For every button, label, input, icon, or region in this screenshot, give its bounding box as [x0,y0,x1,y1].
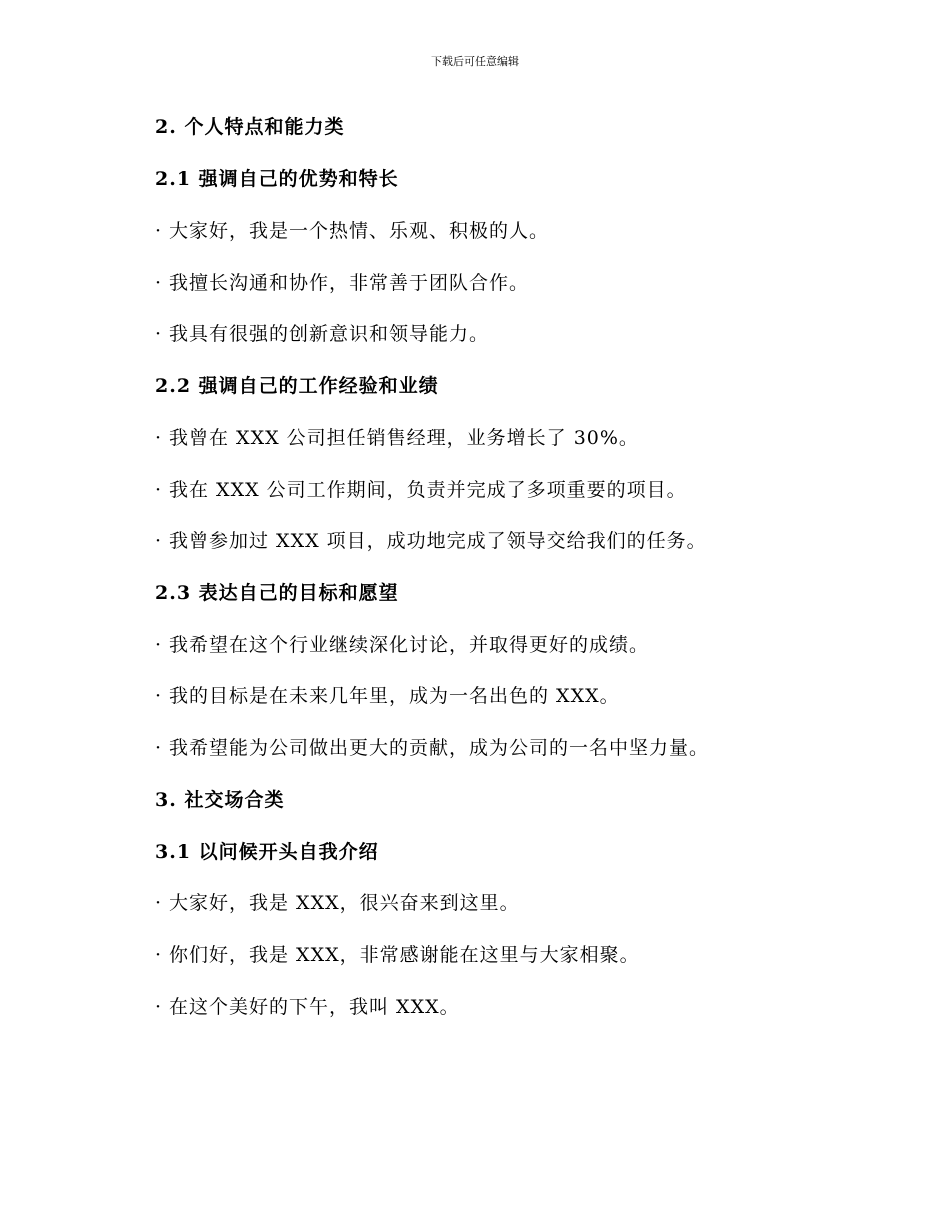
bullet-item [155,217,549,245]
bullet-item [155,734,709,762]
bullet-text: 大家好，我是 XXX，很兴奋来到这里。 [169,892,520,914]
bullet-text: 在这个美好的下午，我叫 XXX。 [169,996,460,1018]
bullet-dot: · [155,892,163,914]
bullet-text: 我希望在这个行业继续深化讨论，并取得更好的成绩。 [169,634,650,656]
subsection-heading: 2.1 强调自己的优势和特长 [155,168,399,190]
bullet-text: 我在 XXX 公司工作期间，负责并完成了多项重要的项目。 [169,479,687,501]
bullet-item [155,993,460,1021]
bullet-item [155,269,529,297]
subsection-heading: 2.3 表达自己的目标和愿望 [155,582,399,604]
bullet-dot: · [155,944,163,966]
bullet-dot: · [155,634,163,656]
bullet-dot: · [155,996,163,1018]
bullet-item [155,941,640,969]
bullet-text: 你们好，我是 XXX，非常感谢能在这里与大家相聚。 [169,944,640,966]
page-header: 下载后可任意编辑 [431,55,519,68]
bullet-text: 我的目标是在未来几年里，成为一名出色的 XXX。 [169,685,620,707]
section-heading: 3. 社交场合类 [155,789,285,811]
bullet-dot: · [155,272,163,294]
bullet-text: 我擅长沟通和协作，非常善于团队合作。 [169,272,530,294]
bullet-item [155,527,707,555]
bullet-dot: · [155,479,163,501]
bullet-text: 我曾参加过 XXX 项目，成功地完成了领导交给我们的任务。 [169,530,707,552]
bullet-text: 我曾在 XXX 公司担任销售经理，业务增长了 30%。 [169,427,639,449]
bullet-text: 大家好，我是一个热情、乐观、积极的人。 [169,220,550,242]
bullet-item [155,476,687,504]
bullet-text: 我希望能为公司做出更大的贡献，成为公司的一名中坚力量。 [169,737,710,759]
bullet-item [155,424,639,452]
bullet-dot: · [155,530,163,552]
subsection-heading: 3.1 以问候开头自我介绍 [155,841,379,863]
bullet-item [155,320,489,348]
bullet-dot: · [155,427,163,449]
bullet-item [155,682,620,710]
bullet-dot: · [155,220,163,242]
bullet-dot: · [155,323,163,345]
bullet-item [155,889,520,917]
bullet-text: 我具有很强的创新意识和领导能力。 [169,323,490,345]
subsection-heading: 2.2 强调自己的工作经验和业绩 [155,375,439,397]
bullet-dot: · [155,737,163,759]
bullet-dot: · [155,685,163,707]
section-heading: 2. 个人特点和能力类 [155,116,345,138]
bullet-item [155,631,649,659]
